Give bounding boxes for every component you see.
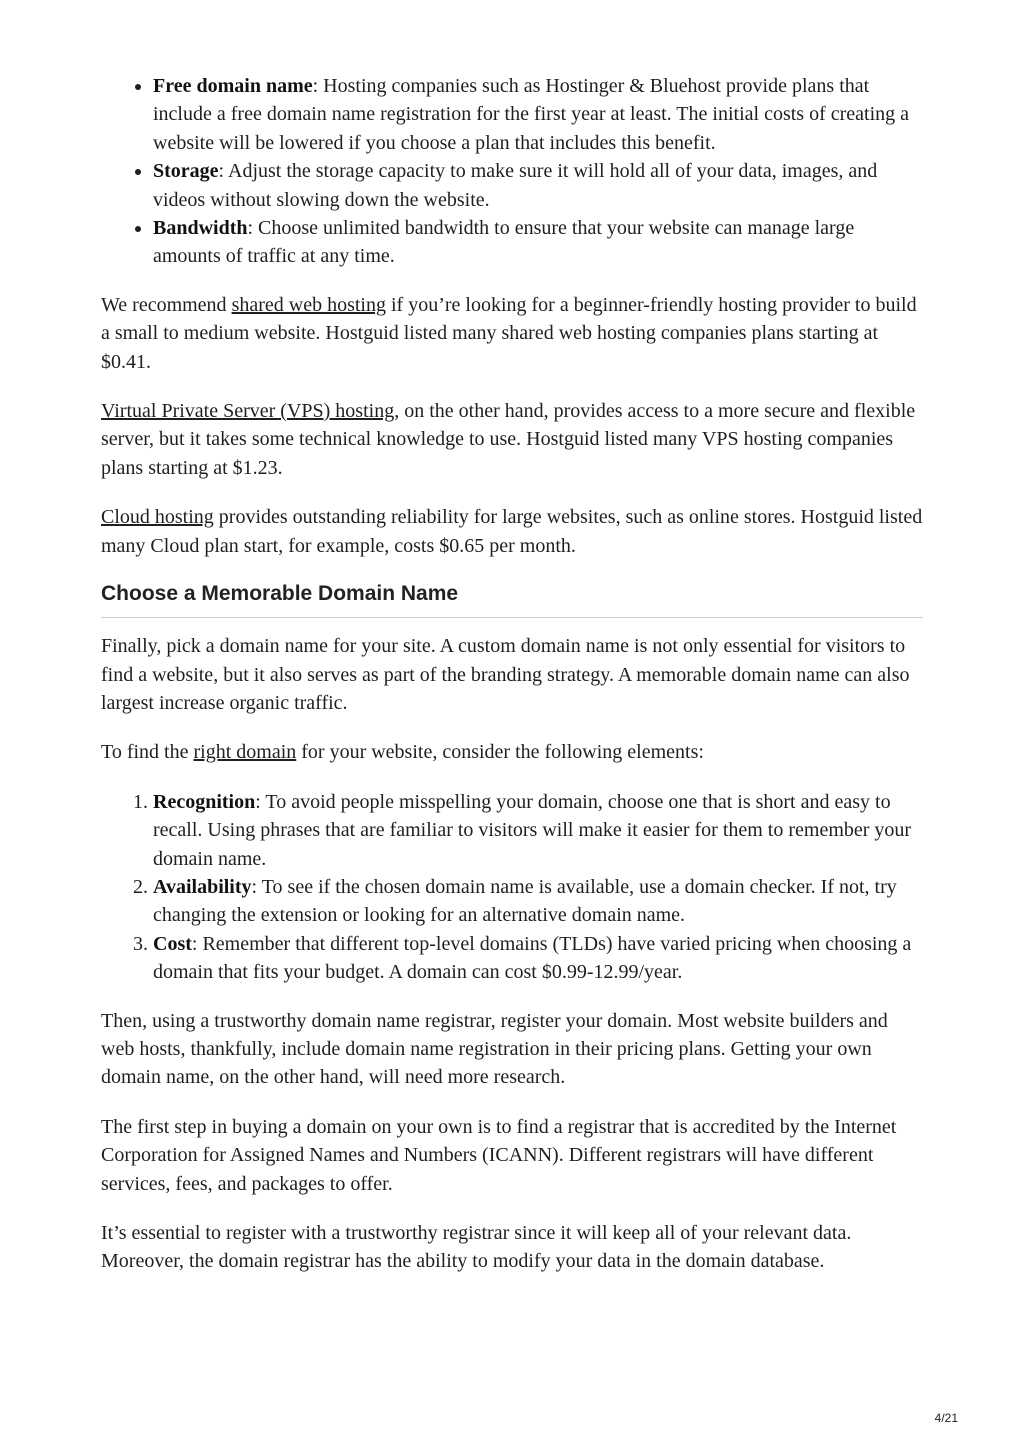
paragraph-find-domain: [101, 738, 923, 766]
paragraph-shared-hosting: [101, 291, 923, 376]
bullet-text: : Adjust the storage capacity to make sure it will hold all of your data, images, and videos without slowing down the website.: [153, 160, 878, 211]
bullet-text: : Hosting companies such as Hostinger & Bluehost provide plans that include a free domain name registration for the first year at least. The initial costs of creating a website will be lowered if you choose a plan that includes this benefit.: [153, 75, 910, 154]
list-item: [153, 930, 923, 987]
vps-hosting-link[interactable]: Virtual Private Server (VPS) hosting: [101, 400, 395, 423]
paragraph-cloud-hosting: [101, 503, 923, 560]
hosting-features-list: [101, 72, 923, 271]
bullet-term: Bandwidth: [153, 217, 248, 240]
paragraph-text: for your website, consider the following elements:: [296, 741, 704, 764]
bullet-term: Storage: [153, 160, 219, 183]
paragraph-then: Then, using a trustworthy domain name registrar, register your domain. Most website builders and web hosts, thankfully, include domain name registration in their pricing plans. Getting your own domain name, on the other hand, will need more research.: [101, 1009, 888, 1089]
paragraph-text: provides outstanding reliability for large websites, such as online stores. Hostguid listed many Cloud plan start, for example, costs $0.65 per month.: [101, 506, 923, 557]
list-item: [153, 214, 923, 271]
item-text: : To avoid people misspelling your domain, choose one that is short and easy to recall. Using phrases that are familiar to visitors will make it easier for them to remember your domain name.: [153, 790, 912, 870]
section-heading: Choose a Memorable Domain Name: [101, 581, 923, 618]
paragraph-text: if you’re looking for a beginner-friendly hosting provider to build a small to medium website. Hostguid listed many shared web hosting companies plans starting at $0.41.: [101, 293, 917, 373]
paragraph-finally: Finally, pick a domain name for your site. A custom domain name is not only essential for visitors to find a website, but it also serves as part of the branding strategy. A memorable domain name can also largest increase organic traffic.: [101, 635, 910, 714]
paragraph-essential: It’s essential to register with a trustworthy registrar since it will keep all of your relevant data. Moreover, the domain registrar has the ability to modify your data in the domain database.: [101, 1222, 852, 1273]
cloud-hosting-link[interactable]: Cloud hosting: [101, 506, 214, 529]
paragraph-first-step: The first step in buying a domain on your own is to find a registrar that is accredited by the Internet Corporation for Assigned Names and Numbers (ICANN). Different registrars will have different services, fees, and packages to offer.: [101, 1115, 897, 1195]
domain-elements-list: [101, 788, 923, 987]
list-item: [153, 157, 923, 214]
item-text: : Remember that different top-level domains (TLDs) have varied pricing when choosing a domain that fits your budget. A domain can cost $0.99-12.99/year.: [153, 932, 912, 984]
bullet-term: Free domain name: [153, 75, 313, 97]
paragraph-text: To find the: [101, 741, 194, 764]
paragraph-text: , on the other hand, provides access to a more secure and flexible server, but it takes some technical knowledge to use. Hostguid listed many VPS hosting companies plans starting at $1.23.: [101, 400, 916, 479]
item-term: Recognition: [153, 790, 256, 813]
list-item: [153, 873, 923, 930]
page-number: 4/21: [934, 1411, 958, 1425]
article-body: [101, 72, 923, 1297]
list-item: [153, 788, 923, 873]
bullet-text: : Choose unlimited bandwidth to ensure that your website can manage large amounts of traffic at any time.: [153, 217, 855, 268]
item-text: : To see if the chosen domain name is available, use a domain checker. If not, try changing the extension or looking for an alternative domain name.: [153, 875, 897, 927]
list-item: [153, 72, 923, 157]
right-domain-link[interactable]: right domain: [193, 741, 297, 764]
item-term: Availability: [153, 875, 252, 898]
item-term: Cost: [153, 932, 192, 955]
paragraph-vps-hosting: [101, 397, 923, 482]
shared-web-hosting-link[interactable]: shared web hosting: [231, 293, 386, 316]
paragraph-text: We recommend: [101, 293, 232, 316]
